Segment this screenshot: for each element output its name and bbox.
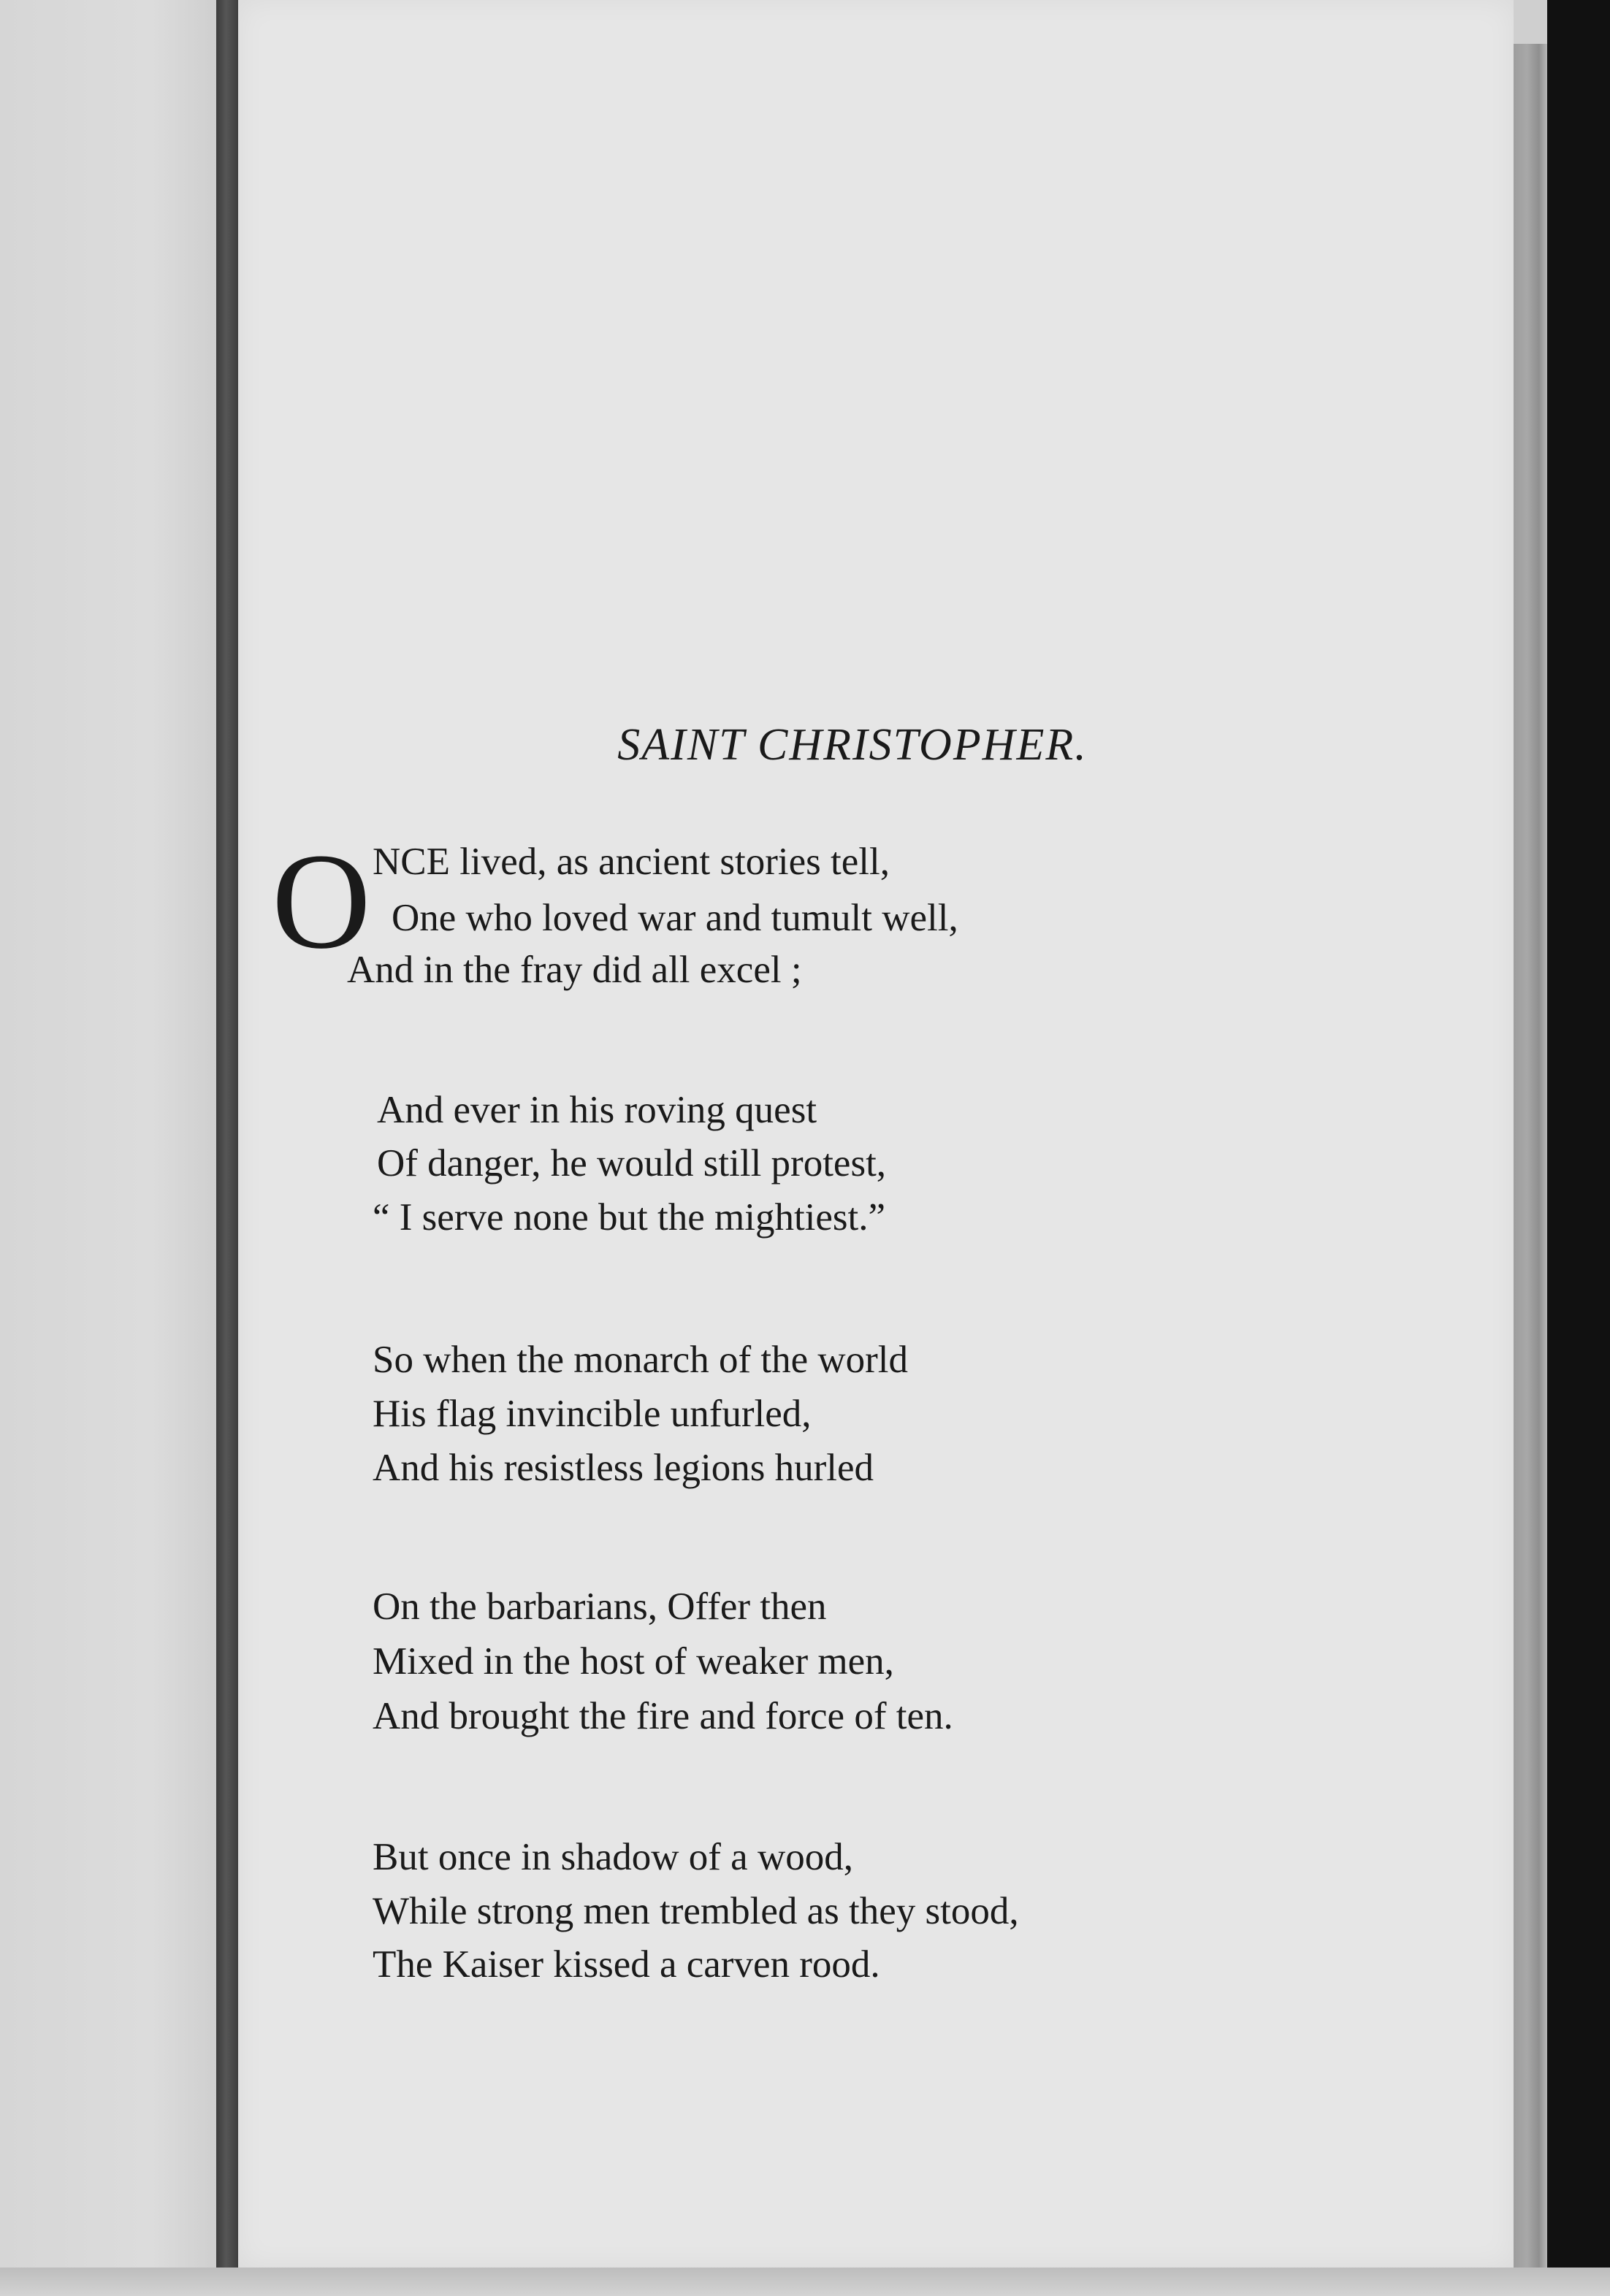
scan-border xyxy=(1547,0,1610,2296)
facing-page xyxy=(0,0,216,2296)
stanza-3-line-2: His flag invincible unfurled, xyxy=(373,1393,812,1435)
drop-cap: O xyxy=(272,824,371,977)
book-gutter xyxy=(216,0,238,2268)
stanza-4-line-3: And brought the fire and force of ten. xyxy=(373,1695,953,1737)
stanza-1-line-2: One who loved war and tumult well, xyxy=(392,897,958,939)
stanza-4-line-2: Mixed in the host of weaker men, xyxy=(373,1640,894,1683)
stanza-5-line-1: But once in shadow of a wood, xyxy=(373,1836,853,1878)
stanza-4-line-1: On the barbarians, Offer then xyxy=(373,1585,827,1628)
stanza-2-line-1: And ever in his roving quest xyxy=(377,1089,817,1131)
stanza-5-line-2: While strong men trembled as they stood, xyxy=(373,1890,1019,1932)
stanza-3-line-3: And his resistless legions hurled xyxy=(373,1447,874,1489)
stanza-2-line-2: Of danger, he would still protest, xyxy=(377,1142,887,1185)
scan-bottom-edge xyxy=(0,2268,1610,2296)
page-edges xyxy=(1514,44,1547,2268)
poem-title: SAINT CHRISTOPHER. xyxy=(617,720,1088,770)
stanza-2-line-3: “ I serve none but the mightiest.” xyxy=(373,1196,886,1239)
stanza-1-line-3: And in the fray did all excel ; xyxy=(347,949,802,991)
stanza-1-line-1: NCE lived, as ancient stories tell, xyxy=(373,841,890,883)
stanza-3-line-1: So when the monarch of the world xyxy=(373,1339,908,1381)
stanza-5-line-3: The Kaiser kissed a carven rood. xyxy=(373,1943,880,1986)
